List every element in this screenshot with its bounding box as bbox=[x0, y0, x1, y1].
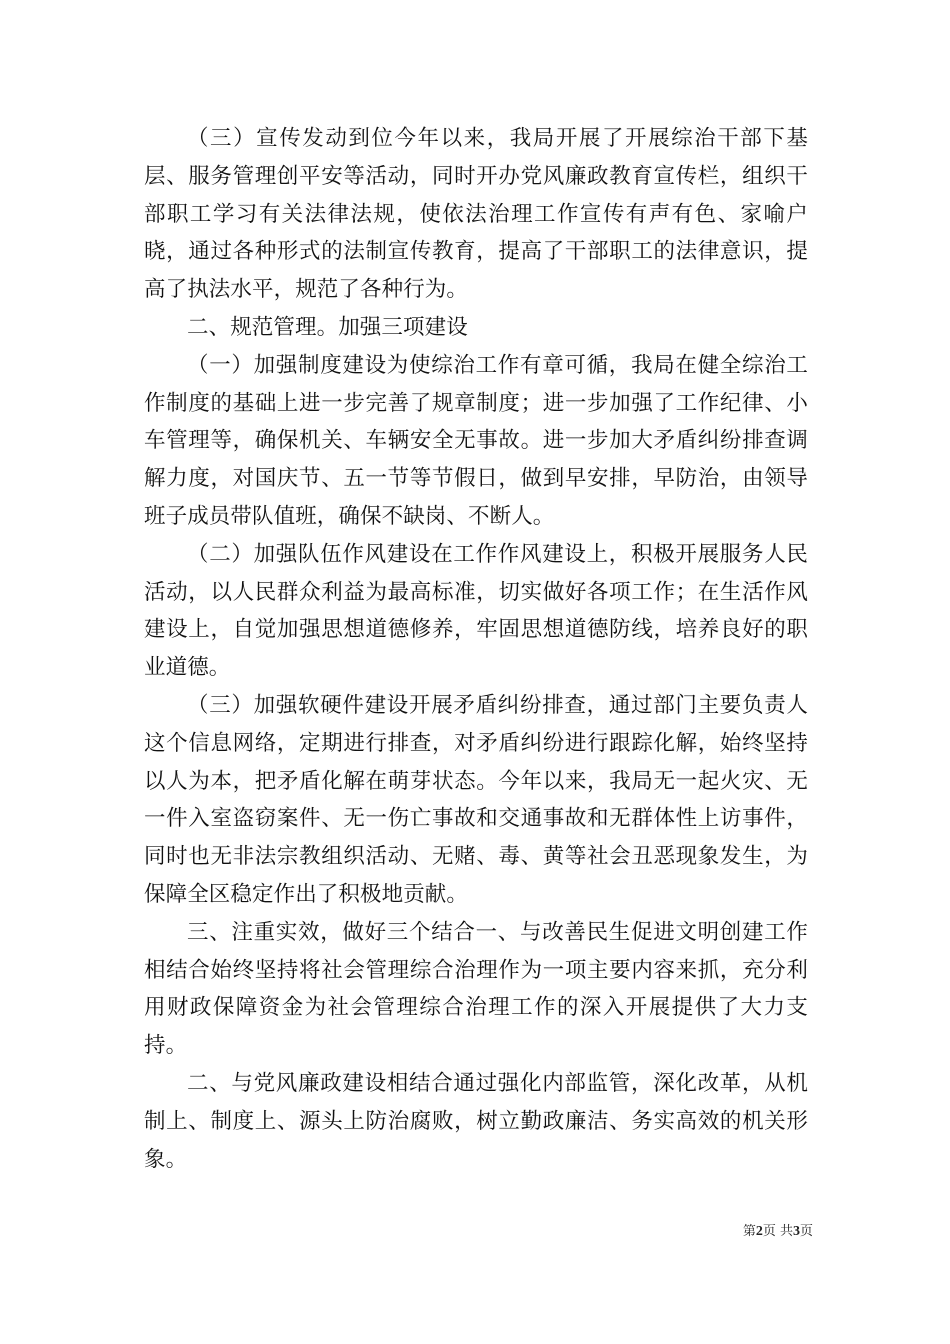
page-number-footer bbox=[743, 1220, 813, 1240]
paragraph-hardware-software: （三）加强软硬件建设开展矛盾纠纷排查，通过部门主要负责人这个信息网络，定期进行排查，对矛盾纠纷进行跟踪化解，始终坚持以人为本，把矛盾化解在萌芽状态。今年以来，我局无一起火灾、无一件入室盗窃案件、无一伤亡事故和交通事故和无群体性上访事件，同时也无非法宗教组织活动、无赌、毒、黄等社会丑恶现象发生，为保障全区稳定作出了积极地贡献。 bbox=[144, 692, 808, 907]
total-pages-number: 3 bbox=[792, 1224, 800, 1239]
footer-middle: 页 共 bbox=[762, 1224, 793, 1239]
heading-standardized-management: 二、规范管理。加强三项建设 bbox=[187, 314, 468, 340]
paragraph-team-style: （二）加强队伍作风建设在工作作风建设上，积极开展服务人民活动，以人民群众利益为最高标准，切实做好各项工作；在生活作风建设上，自觉加强思想道德修养，牢固思想道德防线，培养良好的职业道德。 bbox=[144, 541, 808, 681]
footer-suffix: 页 bbox=[799, 1224, 813, 1239]
paragraph-system-building: （一）加强制度建设为使综治工作有章可循，我局在健全综治工作制度的基础上进一步完善了规章制度；进一步加强了工作纪律、小车管理等，确保机关、车辆安全无事故。进一步加大矛盾纠纷排查调解力度，对国庆节、五一节等节假日，做到早安排，早防治，由领导班子成员带队值班，确保不缺岗、不断人。 bbox=[144, 352, 808, 529]
current-page-number: 2 bbox=[755, 1224, 763, 1239]
paragraph-clean-government: 二、与党风廉政建设相结合通过强化内部监管，深化改革，从机制上、制度上、源头上防治腐败，树立勤政廉洁、务实高效的机关形象。 bbox=[144, 1070, 808, 1172]
document-body bbox=[144, 120, 808, 1178]
footer-prefix: 第 bbox=[742, 1224, 756, 1239]
paragraph-practical-results: 三、注重实效，做好三个结合一、与改善民生促进文明创建工作相结合始终坚持将社会管理综合治理作为一项主要内容来抓，充分利用财政保障资金为社会管理综合治理工作的深入开展提供了大力支持。 bbox=[144, 919, 808, 1059]
paragraph-publicity: （三）宣传发动到位今年以来，我局开展了开展综治干部下基层、服务管理创平安等活动，同时开办党风廉政教育宣传栏，组织干部职工学习有关法律法规，使依法治理工作宣传有声有色、家喻户晓，通过各种形式的法制宣传教育，提高了干部职工的法律意识，提高了执法水平，规范了各种行为。 bbox=[144, 126, 808, 303]
